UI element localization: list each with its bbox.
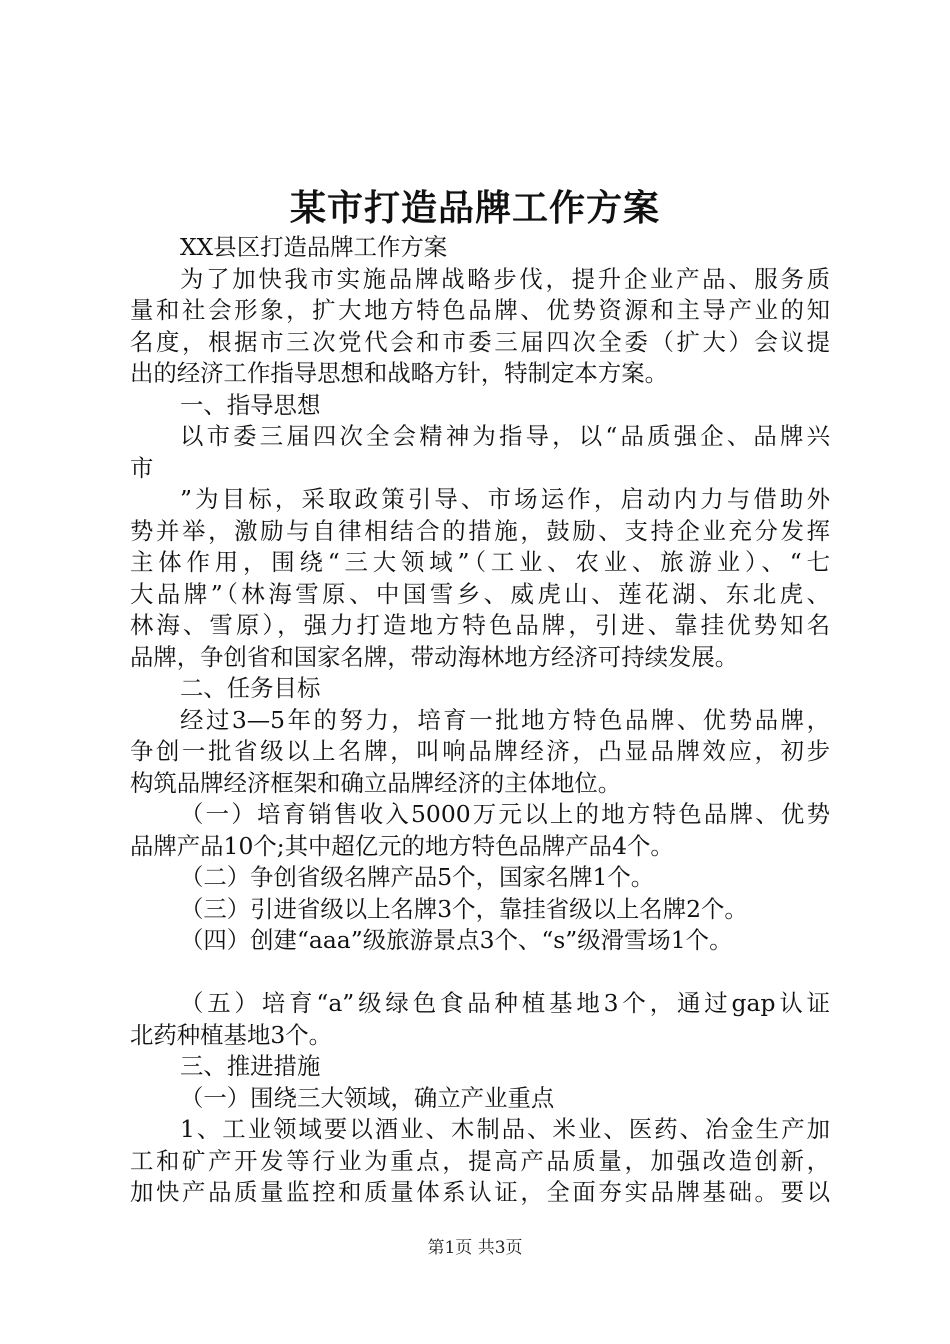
text-line: （一）培育销售收入5000万元以上的地方特色品牌、优势 bbox=[180, 800, 830, 828]
text-line: 市 bbox=[130, 453, 154, 482]
text-line: （五）培育“a”级绿色食品种植基地3个，通过gap认证 bbox=[180, 989, 830, 1017]
text-line: 林海、雪原），强力打造地方特色品牌，引进、靠挂优势知名 bbox=[130, 611, 830, 639]
text-line: 主体作用，围绕“三大领域”（工业、农业、旅游业）、“七 bbox=[130, 548, 830, 576]
text-line: 出的经济工作指导思想和战略方针，特制定本方案。 bbox=[130, 359, 668, 387]
text-line: 北药种植基地3个。 bbox=[130, 1020, 333, 1049]
text-line: 以市委三届四次全会精神为指导，以“品质强企、品牌兴 bbox=[180, 422, 830, 450]
document-title: 某市打造品牌工作方案 bbox=[289, 187, 660, 229]
text-line: 一、指导思想 bbox=[180, 390, 321, 419]
document-body bbox=[130, 232, 830, 1209]
text-line: 大品牌”（林海雪原、中国雪乡、威虎山、莲花湖、东北虎、 bbox=[130, 579, 830, 608]
text-line: 二、任务目标 bbox=[180, 674, 321, 702]
text-line: （四）创建“aaa”级旅游景点3个、“s”级滑雪场1个。 bbox=[180, 926, 733, 954]
text-line: 量和社会形象，扩大地方特色品牌、优势资源和主导产业的知 bbox=[130, 296, 830, 324]
text-line: 加快产品质量监控和质量体系认证，全面夯实品牌基础。要以 bbox=[130, 1178, 830, 1206]
text-line: 经过3—5年的努力，培育一批地方特色品牌、优势品牌， bbox=[180, 705, 830, 734]
text-line: （二）争创省级名牌产品5个，国家名牌1个。 bbox=[180, 863, 655, 891]
text-line: 势并举，激励与自律相结合的措施，鼓励、支持企业充分发挥 bbox=[130, 516, 830, 545]
text-line: 三、推进措施 bbox=[180, 1052, 321, 1080]
blank-line bbox=[130, 957, 830, 989]
text-line: 工和矿产开发等行业为重点，提高产品质量，加强改造创新， bbox=[130, 1146, 830, 1175]
text-line: ”为目标，采取政策引导、市场运作，启动内力与借助外 bbox=[180, 485, 830, 513]
text-line: XX县区打造品牌工作方案 bbox=[180, 233, 448, 261]
text-line: 1、工业领域要以酒业、木制品、米业、医药、冶金生产加 bbox=[180, 1115, 830, 1143]
text-line: 为了加快我市实施品牌战略步伐，提升企业产品、服务质 bbox=[180, 264, 830, 293]
text-line: 构筑品牌经济框架和确立品牌经济的主体地位。 bbox=[130, 768, 622, 797]
text-line: 名度，根据市三次党代会和市委三届四次全委（扩大）会议提 bbox=[130, 327, 830, 356]
page-footer: 第1页 共3页 bbox=[427, 1238, 523, 1258]
text-line: （一）围绕三大领域，确立产业重点 bbox=[180, 1083, 555, 1112]
text-line: 品牌产品10个;其中超亿元的地方特色品牌产品4个。 bbox=[130, 831, 674, 860]
text-line: 品牌，争创省和国家名牌，带动海林地方经济可持续发展。 bbox=[130, 642, 739, 671]
text-line: （三）引进省级以上名牌3个，靠挂省级以上名牌2个。 bbox=[180, 894, 748, 923]
text-line: 争创一批省级以上名牌，叫响品牌经济，凸显品牌效应，初步 bbox=[130, 737, 830, 765]
